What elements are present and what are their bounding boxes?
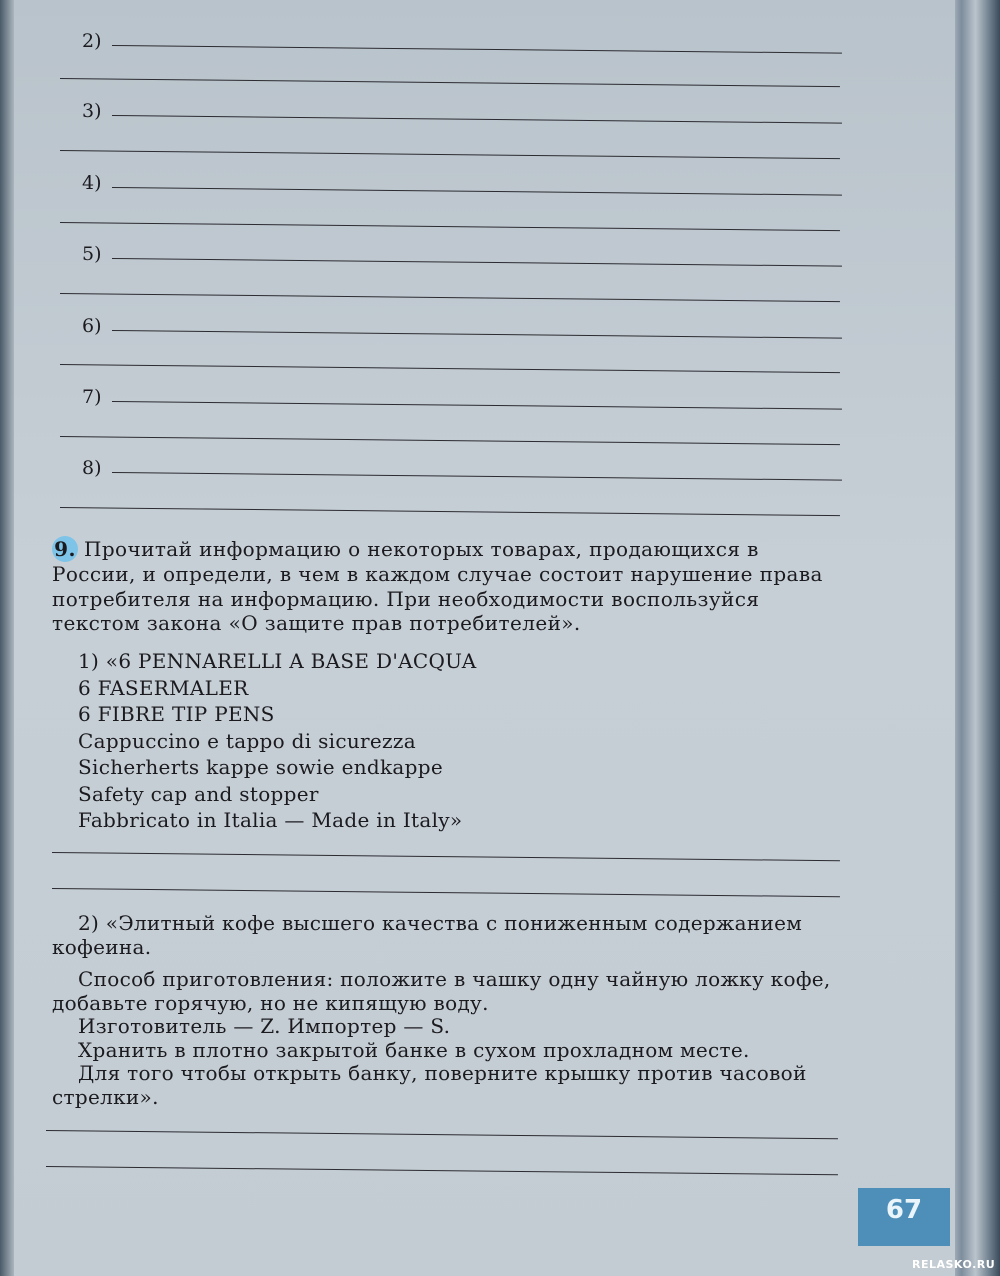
answer-row-7[interactable] [82,386,842,414]
answer-line-full [60,78,840,87]
item2-paragraph: 2) «Элитный кофе высшего качества с пониженным содержанием кофеина. [52,911,803,959]
row-number: 6) [82,315,102,337]
item1-line: Sicherherts kappe sowie endkappe [78,755,443,779]
item2-paragraph: Изготовитель — Z. Импортер — S. [78,1014,451,1038]
answer-line [112,401,842,410]
row-number: 3) [82,100,102,122]
answer-row-3[interactable] [82,100,842,128]
answer-line [112,187,842,196]
answer-line-full [60,293,840,302]
answer-line-full [60,507,840,516]
item1-line: 6 FIBRE TIP PENS [78,702,275,726]
answer-line-full [52,852,840,861]
answer-line-full [60,364,840,373]
answer-line [112,115,842,124]
answer-line-full [46,1166,838,1175]
product-item-1 [78,648,848,834]
item2-paragraph: Хранить в плотно закрытой банке в сухом прохладном месте. [78,1037,750,1062]
answer-row-8[interactable] [82,457,842,485]
row-number: 8) [82,457,102,479]
task-9 [52,536,842,636]
item2-paragraph: Для того чтобы открыть банку, поверните крышку против часовой стрелки». [52,1061,807,1109]
answer-line [112,472,842,481]
answer-row-4[interactable] [82,172,842,200]
answer-row-5[interactable] [82,243,842,271]
item1-line: Safety cap and stopper [78,781,319,806]
answer-line-full [52,888,840,897]
answer-line-full [60,150,840,159]
product-item-2 [52,912,842,1109]
answer-line-full [60,436,840,445]
answer-row-6[interactable] [82,315,842,343]
answer-line-full [60,222,840,231]
answer-line [112,330,842,339]
item2-paragraph: Способ приготовления: положите в чашку одну чайную ложку кофе, добавьте горячую, но не кипящую воду. [52,967,831,1015]
row-number: 7) [82,386,102,408]
page-number: 67 [858,1188,950,1246]
item1-line: Cappuccino e tappo di sicurezza [78,728,416,753]
answer-row-2[interactable] [82,30,842,58]
item1-line: Fabbricato in Italia — Made in Italy» [78,808,463,832]
row-number: 5) [82,243,102,265]
watermark: RELASKO.RU [912,1258,996,1271]
item1-line: 6 FASERMALER [78,675,249,700]
row-number: 4) [82,172,102,194]
task-intro-text: Прочитай информацию о некоторых товарах, продающихся в России, и определи, в чем в каждом случае состоит нарушение права потребителя на информацию. При необходимости воспользуйся текстом закона «О защите прав потребителей». [52,537,823,635]
item1-line: 1) «6 PENNARELLI A BASE D'ACQUA [78,649,477,673]
task-number-badge: 9. [52,536,78,562]
answer-line [112,258,842,267]
row-number: 2) [82,30,102,52]
answer-line-full [46,1130,838,1139]
answer-line [112,45,842,54]
